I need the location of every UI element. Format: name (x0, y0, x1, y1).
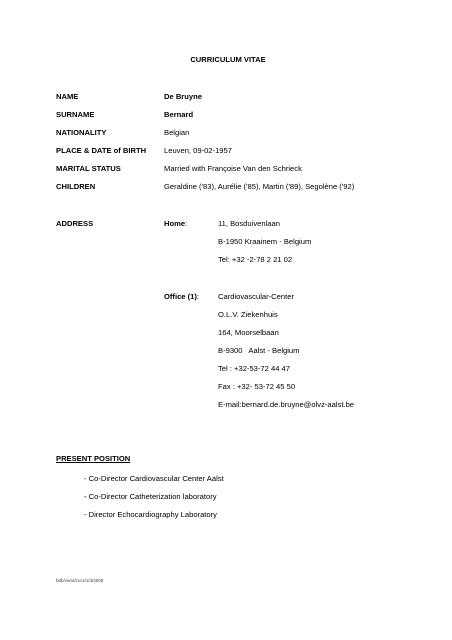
office-label (164, 292, 199, 302)
office-address-line: 164, Moorselbaan (218, 328, 279, 337)
marital-status-label: MARITAL STATUS (56, 164, 121, 173)
address-label: ADDRESS (56, 219, 94, 228)
birth-value: Leuven, 09-02-1957 (164, 146, 232, 155)
office-address-line: Cardiovascular-Center (218, 292, 294, 301)
office-email: E-mail:bernard.de.bruyne@olvz-aalst.be (218, 400, 355, 409)
present-position-heading: PRESENT POSITION (56, 454, 131, 463)
home-address-line: B-1950 Kraainem - Belgium (218, 237, 312, 246)
surname-value: Bernard (164, 110, 194, 119)
position-item: - Co-Director Catheterization laboratory (84, 492, 217, 501)
office-phone: Tel : +32-53-72 44 47 (218, 364, 290, 373)
position-item: - Director Echocardiography Laboratory (84, 510, 217, 519)
position-item: - Co-Director Cardiovascular Center Aalst (84, 474, 224, 483)
name-label: NAME (56, 92, 79, 101)
name-value: De Bruyne (164, 92, 202, 101)
children-value: Geraldine ('83), Aurélie ('85), Martin ('89), Segolène ('92) (164, 182, 355, 191)
nationality-value: Belgian (164, 128, 190, 137)
office-label-text: Office (1) (164, 292, 197, 301)
children-label: CHILDREN (56, 182, 96, 191)
marital-status-value: Married with Françoise Van den Schrieck (164, 164, 302, 173)
office-fax: Fax : +32- 53-72 45 50 (218, 382, 296, 391)
document-title: CURRICULUM VITAE (190, 55, 266, 64)
nationality-label: NATIONALITY (56, 128, 107, 137)
home-address-line: 11, Bosduivenlaan (218, 219, 280, 228)
home-phone: Tel: +32 -2-78 2 21 02 (218, 255, 293, 264)
office-address-line: B-9300 Aalst - Belgium (218, 346, 300, 355)
birth-label: PLACE & DATE of BIRTH (56, 146, 147, 155)
office-address-line: O.L.V. Ziekenhuis (218, 310, 278, 319)
surname-label: SURNAME (56, 110, 95, 119)
home-label (164, 219, 187, 229)
office-label-colon: : (196, 292, 200, 301)
footer-reference: bdb/varia/cur1/1/3/2008 (56, 578, 104, 583)
home-label-text: Home (164, 219, 186, 228)
home-label-colon: : (185, 219, 188, 228)
